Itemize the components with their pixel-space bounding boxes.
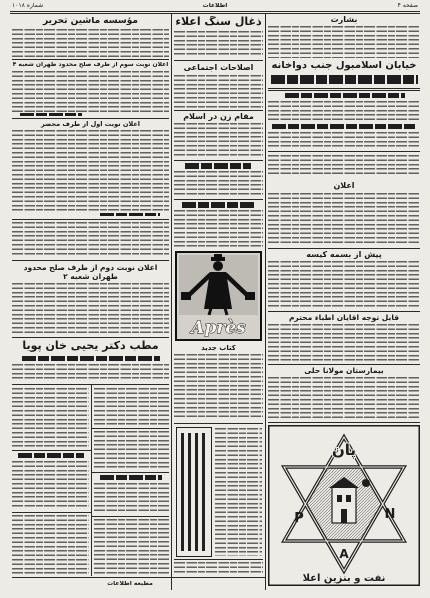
vertical-text-ad bbox=[176, 427, 212, 557]
classified-rule bbox=[92, 472, 169, 473]
column-divider bbox=[171, 14, 172, 590]
signature-line bbox=[100, 213, 160, 216]
notice-heading: اعلان نوبت سوم از طرف صلح محدود طهران شعبه ۴ bbox=[12, 62, 169, 68]
printer-credit: مطبعه اطلاعات bbox=[107, 581, 153, 587]
bold-text-line bbox=[100, 475, 162, 480]
body-text bbox=[12, 364, 169, 381]
ad-divider bbox=[268, 151, 420, 152]
ad-divider bbox=[12, 260, 169, 261]
body-text bbox=[12, 130, 169, 211]
pan-oil-ad bbox=[268, 425, 420, 586]
ad-divider bbox=[12, 337, 169, 338]
ad-heading: بیمارستان مولانا حلی bbox=[304, 367, 384, 375]
header-rule bbox=[10, 13, 420, 14]
classified-text bbox=[12, 461, 89, 509]
body-text bbox=[215, 428, 262, 556]
body-text bbox=[12, 283, 169, 334]
bold-text-line bbox=[272, 124, 416, 129]
pan-letter-a: A bbox=[339, 547, 349, 561]
classified-text bbox=[94, 388, 169, 425]
issue-number: شماره ۱۰۱۸ bbox=[12, 3, 44, 9]
notice-heading: اعلان نوبت اول از طرف محضر bbox=[40, 121, 141, 128]
article-heading: اصلاحات اجتماعی bbox=[183, 64, 254, 72]
ad-divider bbox=[174, 199, 263, 200]
body-text bbox=[174, 210, 263, 247]
ad-divider bbox=[174, 559, 263, 560]
apres-ad-illustration bbox=[175, 251, 262, 341]
classified-text bbox=[94, 431, 169, 469]
body-text bbox=[268, 193, 420, 245]
body-text bbox=[12, 222, 169, 257]
body-text bbox=[268, 261, 420, 308]
body-text bbox=[174, 354, 263, 420]
bold-heading-line bbox=[185, 163, 251, 169]
street-headline: خیابان اسلامبول جنب دواخانه bbox=[271, 61, 417, 71]
body-text bbox=[174, 123, 263, 158]
ad-divider bbox=[268, 248, 420, 249]
classified-rule bbox=[12, 512, 91, 513]
apres-caption: Après bbox=[191, 318, 246, 338]
ad-divider bbox=[268, 88, 420, 89]
body-text bbox=[174, 75, 263, 108]
ad-divider bbox=[174, 160, 263, 161]
notice-heading: اعلان نوبت دوم از طرف صلح محدود طهران شعبه ۲ bbox=[23, 263, 158, 281]
classified-text bbox=[12, 388, 89, 447]
classified-divider bbox=[91, 385, 92, 576]
book-ad-heading: کتاب جدید bbox=[201, 345, 236, 352]
typewriter-ad-heading: مؤسسه ماشین تحریر bbox=[43, 17, 138, 26]
body-text bbox=[268, 155, 420, 177]
classified-rule bbox=[92, 516, 169, 517]
ad-divider bbox=[12, 118, 169, 119]
classified-rule bbox=[92, 428, 169, 429]
body-text bbox=[268, 26, 420, 58]
body-text bbox=[268, 101, 420, 122]
vertical-text-lines bbox=[181, 433, 207, 551]
ad-divider bbox=[12, 219, 169, 220]
bold-text-line bbox=[285, 93, 405, 98]
signature-line bbox=[20, 113, 82, 116]
ad-divider bbox=[268, 311, 420, 312]
body-text bbox=[174, 562, 263, 575]
body-text bbox=[12, 71, 169, 112]
body-text bbox=[12, 29, 169, 57]
body-text bbox=[174, 31, 263, 57]
body-text bbox=[174, 171, 263, 197]
newspaper-name: اطلاعات bbox=[202, 3, 228, 9]
ad-divider bbox=[174, 110, 263, 111]
notice-heading: اعلان bbox=[333, 182, 355, 190]
pan-top-text: پان bbox=[331, 441, 357, 459]
bold-text-line bbox=[22, 356, 160, 361]
ad-heading: بشارت bbox=[330, 16, 358, 24]
classified-text bbox=[94, 483, 169, 513]
body-text bbox=[268, 377, 420, 419]
ad-divider bbox=[268, 422, 420, 423]
ad-divider bbox=[268, 90, 420, 91]
body-text bbox=[268, 324, 420, 361]
pan-slogan: نفت و بنزین اعلا bbox=[302, 573, 386, 584]
header-rule bbox=[10, 11, 420, 12]
ad-divider bbox=[268, 364, 420, 365]
body-text bbox=[268, 132, 420, 148]
footer-rule bbox=[12, 577, 265, 578]
ad-heading: قابل توجه آقایان اطباء محترم bbox=[288, 314, 400, 322]
ad-divider bbox=[12, 59, 169, 60]
classified-text bbox=[12, 515, 89, 574]
bold-headline-line bbox=[271, 75, 418, 84]
ad-divider bbox=[174, 60, 263, 61]
ad-heading: پیش از بسمه کیسه bbox=[306, 251, 382, 259]
page-number: صفحه ۴ bbox=[397, 3, 418, 9]
classified-text bbox=[94, 519, 169, 574]
article-heading: مقام زن در اسلام bbox=[183, 113, 254, 121]
pan-letter-p: P bbox=[294, 511, 304, 526]
bold-heading-line bbox=[182, 202, 254, 208]
pan-letter-n: N bbox=[384, 507, 396, 522]
classified-rule bbox=[12, 450, 91, 451]
doctor-ad-heading: مطب دکتر یحیی خان پویا bbox=[22, 340, 159, 352]
column-divider bbox=[265, 14, 266, 590]
ad-divider bbox=[174, 423, 263, 424]
coal-ad-heading: ذغال سنگ اعلاء bbox=[175, 16, 262, 28]
bold-text-line bbox=[18, 453, 84, 458]
